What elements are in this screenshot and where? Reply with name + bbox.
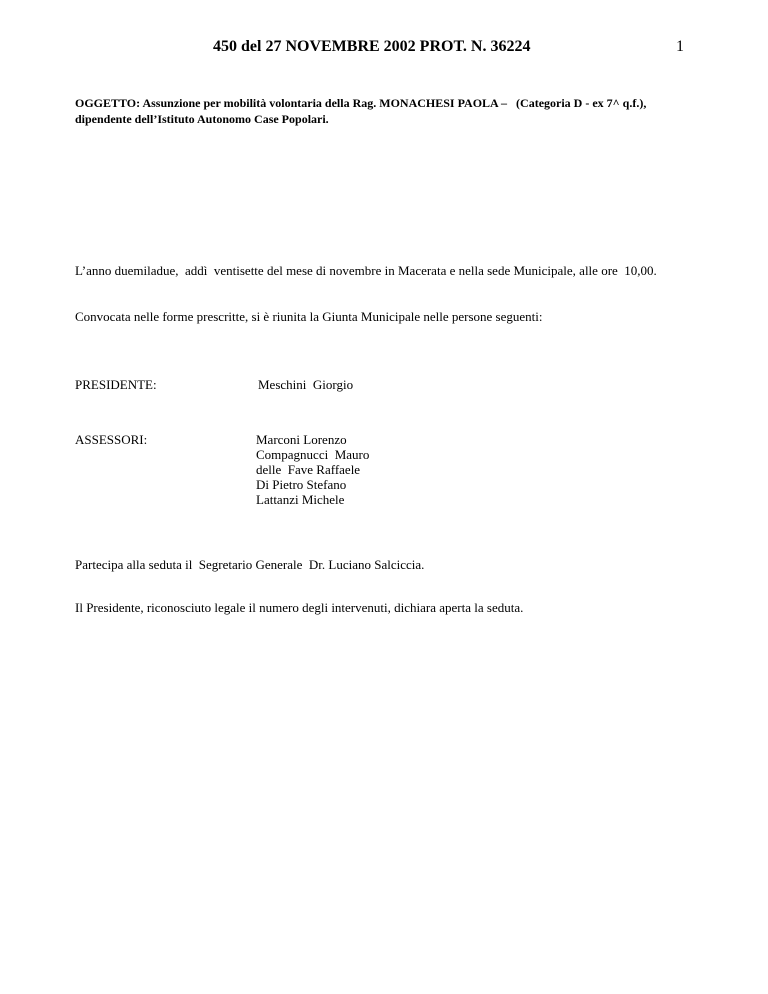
assessors-label: ASSESSORI:	[75, 432, 148, 447]
subject-line-1: OGGETTO: Assunzione per mobilità volontaria della Rag. MONACHESI PAOLA – (Categoria D - ex 7^ q.f.),	[75, 96, 647, 110]
assessor-name: delle Fave Raffaele	[256, 462, 361, 477]
opening-paragraph: Il Presidente, riconosciuto legale il numero degli intervenuti, dichiara aperta la seduta.	[75, 600, 524, 615]
president-name: Meschini Giorgio	[258, 377, 354, 392]
president-label: PRESIDENTE:	[75, 377, 157, 392]
assessor-name: Di Pietro Stefano	[256, 477, 347, 492]
assessors-list	[256, 432, 369, 507]
subject-line-2: dipendente dell’Istituto Autonomo Case Popolari.	[75, 112, 329, 126]
document-header-title: 450 del 27 NOVEMBRE 2002 PROT. N. 36224	[213, 38, 531, 55]
subject-block	[75, 95, 715, 127]
page-number: 1	[676, 38, 684, 55]
assessor-name: Marconi Lorenzo	[256, 432, 347, 447]
convocation-paragraph: Convocata nelle forme prescritte, si è riunita la Giunta Municipale nelle persone seguenti:	[75, 309, 543, 324]
intro-paragraph: L’anno duemiladue, addì ventisette del mese di novembre in Macerata e nella sede Municipale, alle ore 10,00.	[75, 263, 657, 278]
assessor-name: Lattanzi Michele	[256, 492, 345, 507]
secretary-paragraph: Partecipa alla seduta il Segretario Generale Dr. Luciano Salciccia.	[75, 557, 425, 572]
assessor-name: Compagnucci Mauro	[256, 447, 370, 462]
